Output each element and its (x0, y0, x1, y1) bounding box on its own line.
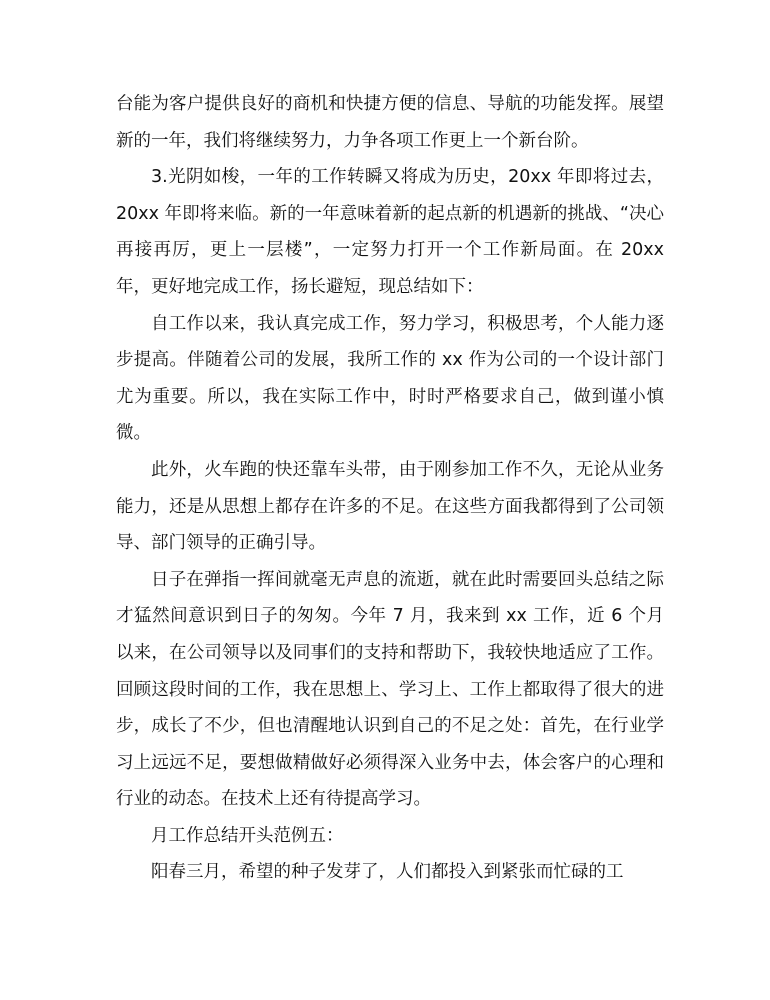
paragraph-guidance: 此外，火车跑的快还靠车头带，由于刚参加工作不久，无论从业务能力，还是从思想上都存在许多的不足。在这些方面我都得到了公司领导、部门领导的正确引导。 (116, 459, 664, 554)
body-text (116, 86, 664, 891)
paragraph-work-progress: 自工作以来，我认真完成工作，努力学习，积极思考，个人能力逐步提高。伴随着公司的发展，我所工作的 xx 作为公司的一个设计部门尤为重要。所以，我在实际工作中，时时严格要求自己，做到谨小慎微。 (116, 313, 664, 444)
paragraph-continuation: 台能为客户提供良好的商机和快捷方便的信息、导航的功能发挥。展望新的一年，我们将继续努力，力争各项工作更上一个新台阶。 (116, 94, 664, 151)
section-heading-example-5: 月工作总结开头范例五： (151, 825, 344, 846)
paragraph-spring: 阳春三月，希望的种子发芽了，人们都投入到紧张而忙碌的工 (151, 862, 624, 883)
paragraph-reflection: 日子在弹指一挥间就毫无声息的流逝，就在此时需要回头总结之际才猛然间意识到日子的匆匆。今年 7 月，我来到 xx 工作，近 6 个月以来，在公司领导以及同事们的支持和帮助下，我较快地适应了工作。回顾这段时间的工作，我在思想上、学习上、工作上都取得了很大的进步，成长了不少，但也清醒地认识到自己的不足之处：首先，在行业学习上远远不足，要想做精做好必须得深入业务中去，体会客户的心理和行业的动态。在技术上还有待提高学习。 (116, 569, 664, 810)
paragraph-item-3: 3.光阴如梭，一年的工作转瞬又将成为历史，20xx 年即将过去，20xx 年即将来临。新的一年意味着新的起点新的机遇新的挑战、“决心再接再厉，更上一层楼”，一定努力打开一个工作新局面。在 20xx 年，更好地完成工作，扬长避短，现总结如下： (116, 167, 664, 297)
